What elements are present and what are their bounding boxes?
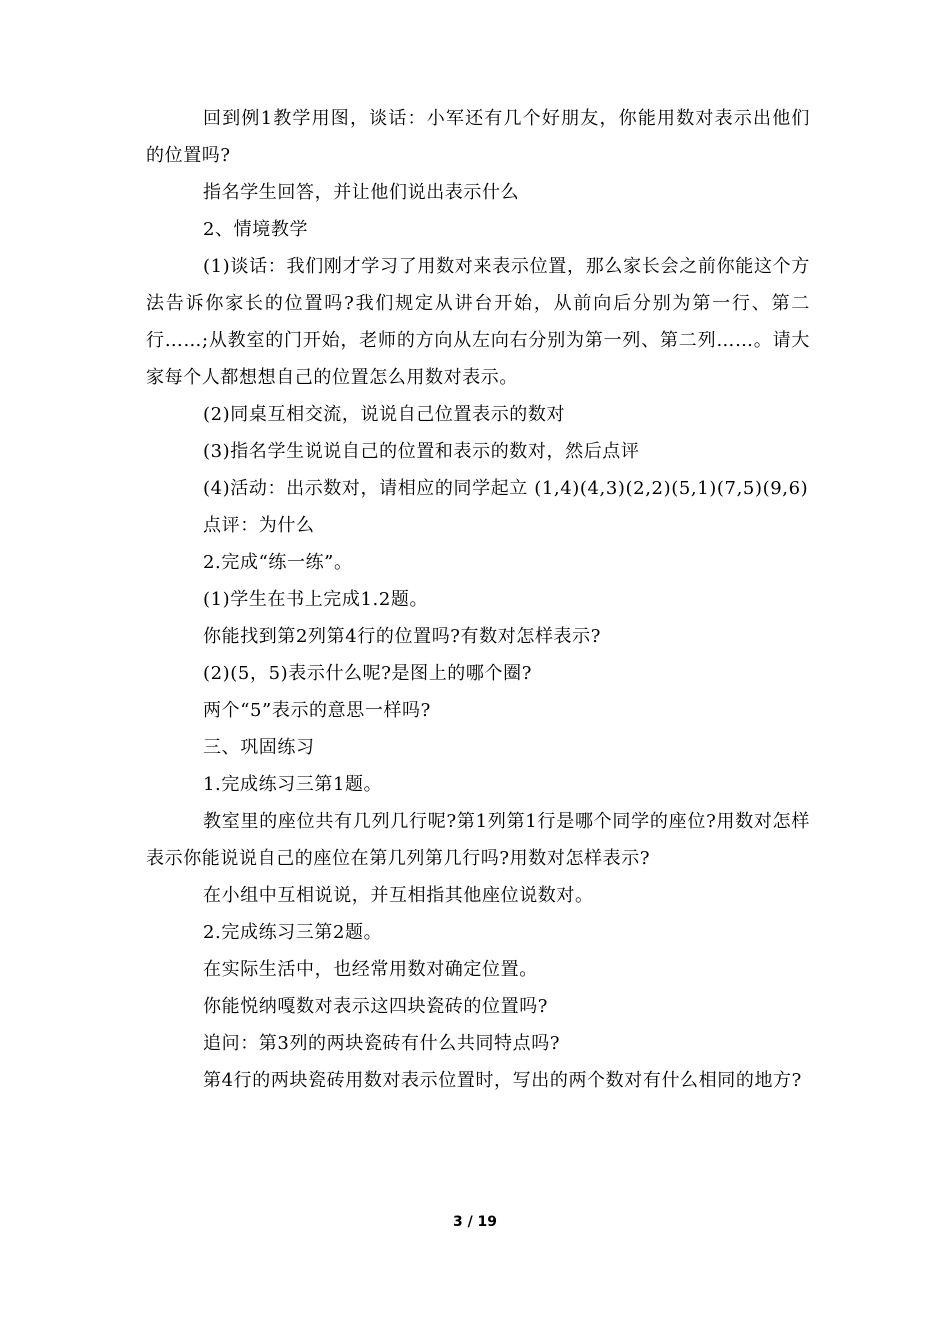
section-heading: 2、情境教学 [203, 219, 309, 240]
paragraph: 你能找到第2列第4行的位置吗?有数对怎样表示? [203, 626, 602, 647]
paragraph: (1)学生在书上完成1.2题。 [203, 589, 429, 610]
paragraph: (2)同桌互相交流，说说自己位置表示的数对 [203, 404, 566, 425]
paragraph: 追问：第3列的两块瓷砖有什么共同特点吗? [203, 1033, 561, 1054]
paragraph: 两个“5”表示的意思一样吗? [203, 700, 431, 721]
paragraph: 在实际生活中，也经常用数对确定位置。 [203, 959, 538, 980]
paragraph: 教室里的座位共有几列几行呢?第1列第1行是哪个同学的座位?用数对怎样表示你能说说自己的座位在第几列第几行吗?用数对怎样表示? [146, 811, 810, 869]
paragraph: 第4行的两块瓷砖用数对表示位置时，写出的两个数对有什么相同的地方? [203, 1070, 802, 1091]
paragraph: (1)谈话：我们刚才学习了用数对来表示位置，那么家长会之前你能这个方法告诉你家长的位置吗?我们规定从讲台开始，从前向后分别为第一行、第二行……;从教室的门开始，老师的方向从左向右分别为第一列、第二列……。请大家每个人都想想自己的位置怎么用数对表示。 [146, 256, 810, 388]
document-body [146, 100, 810, 1099]
paragraph: 你能悦纳嘎数对表示这四块瓷砖的位置吗? [203, 996, 549, 1017]
paragraph: 指名学生回答，并让他们说出表示什么 [203, 182, 520, 203]
paragraph: (4)活动：出示数对，请相应的同学起立 (1,4)(4,3)(2,2)(5,1)(7,5)(9,6) [203, 478, 809, 499]
page-number: 3 / 19 [452, 1214, 498, 1230]
paragraph: 回到例1教学用图，谈话：小军还有几个好朋友，你能用数对表示出他们的位置吗? [146, 108, 810, 166]
section-heading: 三、巩固练习 [203, 737, 315, 758]
paragraph: 2.完成“练一练”。 [203, 552, 353, 573]
paragraph: (3)指名学生说说自己的位置和表示的数对，然后点评 [203, 441, 640, 462]
paragraph: 2.完成练习三第2题。 [203, 922, 383, 943]
paragraph: (2)(5，5)表示什么呢?是图上的哪个圈? [203, 663, 532, 684]
paragraph: 在小组中互相说说，并互相指其他座位说数对。 [203, 885, 594, 906]
paragraph: 点评：为什么 [203, 515, 315, 536]
paragraph: 1.完成练习三第1题。 [203, 774, 383, 795]
